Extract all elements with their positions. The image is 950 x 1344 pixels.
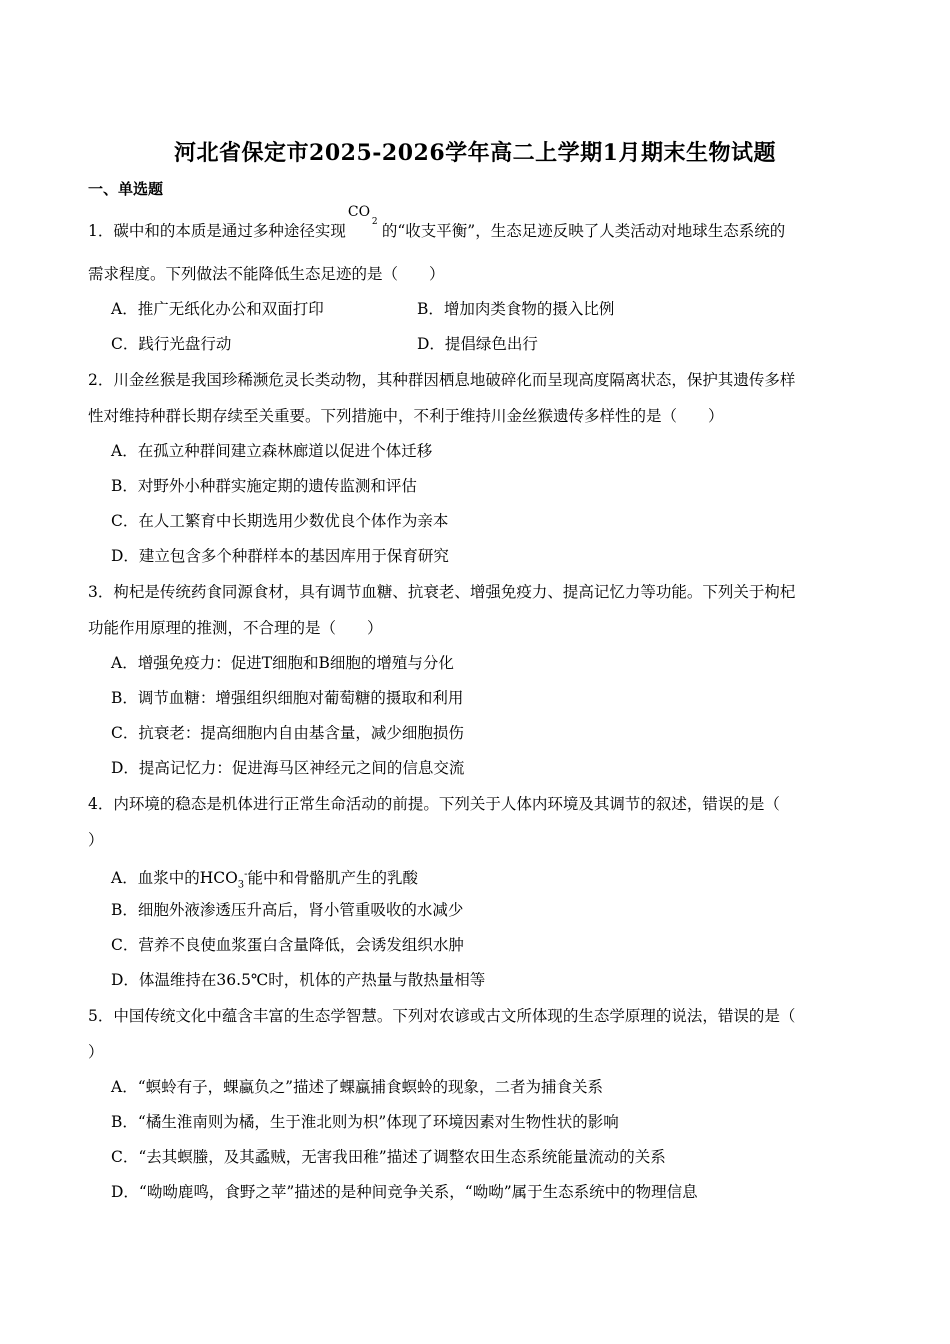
question-4-stem-line-1: 4．内环境的稳态是机体进行正常生命活动的前提。下列关于人体内环境及其调节的叙述，错误的是（ — [88, 795, 780, 813]
q3-option-d: D．提高记忆力：促进海马区神经元之间的信息交流 — [111, 759, 465, 777]
q3-option-c: C．抗衰老：提高细胞内自由基含量，减少细胞损伤 — [111, 724, 464, 742]
q1-text-pre: 1．碳中和的本质是通过多种途径实现 — [88, 222, 346, 240]
question-3-stem-line-2: 功能作用原理的推测，不合理的是（ ） — [88, 619, 383, 637]
q1-option-d: D．提倡绿色出行 — [417, 335, 538, 353]
q4-option-b: B．细胞外液渗透压升高后，肾小管重吸收的水减少 — [111, 901, 464, 919]
q5-option-c: C．“去其螟螣，及其蟊贼，无害我田稚”描述了调整农田生态系统能量流动的关系 — [111, 1148, 666, 1166]
question-2-stem-line-1: 2．川金丝猴是我国珍稀濒危灵长类动物，其种群因栖息地破碎化而呈现高度隔离状态，保护其遗传多样 — [88, 371, 796, 389]
q3-option-a: A．增强免疫力：促进T细胞和B细胞的增殖与分化 — [111, 654, 454, 672]
hco3-charge: - — [244, 869, 248, 880]
question-1-stem-line-2: 需求程度。下列做法不能降低生态足迹的是（ ） — [88, 265, 445, 283]
q5-option-d: D．“呦呦鹿鸣，食野之苹”描述的是种间竞争关系，“呦呦”属于生态系统中的物理信息 — [111, 1183, 698, 1201]
q2-option-c: C．在人工繁育中长期选用少数优良个体作为亲本 — [111, 512, 449, 530]
q4-a-post: 能中和骨骼肌产生的乳酸 — [247, 869, 419, 888]
q1-option-a: A．推广无纸化办公和双面打印 — [111, 300, 324, 318]
q4-option-d: D．体温维持在36.5℃时，机体的产热量与散热量相等 — [111, 971, 486, 989]
question-2-stem-line-2: 性对维持种群长期存续至关重要。下列措施中，不利于维持川金丝猴遗传多样性的是（ ） — [88, 407, 724, 425]
q2-option-d: D．建立包含多个种群样本的基因库用于保育研究 — [111, 547, 449, 565]
document-title: 河北省保定市2025-2026学年高二上学期1月期末生物试题 — [174, 140, 776, 166]
co2-formula — [346, 204, 382, 236]
q1-text-post: 的“收支平衡”，生态足迹反映了人类活动对地球生态系统的 — [381, 222, 786, 240]
q4-a-pre: A．血浆中的HCO — [111, 869, 238, 888]
question-1-stem-line-1 — [88, 204, 786, 241]
hco3-subscript: 3 — [237, 879, 245, 891]
co2-subscript: 2 — [371, 217, 378, 227]
co2-main: CO — [347, 204, 371, 220]
q2-option-a: A．在孤立种群间建立森林廊道以促进个体迁移 — [111, 442, 433, 460]
question-4-stem-line-2: ） — [88, 831, 104, 849]
q5-option-a: A．“螟蛉有子，蜾蠃负之”描述了蜾蠃捕食螟蛉的现象，二者为捕食关系 — [111, 1078, 604, 1096]
question-5-stem-line-2: ） — [88, 1043, 104, 1061]
q1-option-c: C．践行光盘行动 — [111, 335, 232, 353]
question-3-stem-line-1: 3．枸杞是传统药食同源食材，具有调节血糖、抗衰老、增强免疫力、提高记忆力等功能。下列关于枸杞 — [88, 583, 796, 601]
q4-option-c: C．营养不良使血浆蛋白含量降低，会诱发组织水肿 — [111, 936, 464, 954]
question-5-stem-line-1: 5．中国传统文化中蕴含丰富的生态学智慧。下列对农谚或古文所体现的生态学原理的说法，错误的是（ — [88, 1007, 796, 1025]
section-heading: 一、单选题 — [88, 180, 164, 198]
q1-option-b: B．增加肉类食物的摄入比例 — [417, 300, 615, 318]
q3-option-b: B．调节血糖：增强组织细胞对葡萄糖的摄取和利用 — [111, 689, 464, 707]
q4-option-a — [111, 865, 418, 895]
q5-option-b: B．“橘生淮南则为橘，生于淮北则为枳”体现了环境因素对生物性状的影响 — [111, 1113, 619, 1131]
q2-option-b: B．对野外小种群实施定期的遗传监测和评估 — [111, 477, 417, 495]
